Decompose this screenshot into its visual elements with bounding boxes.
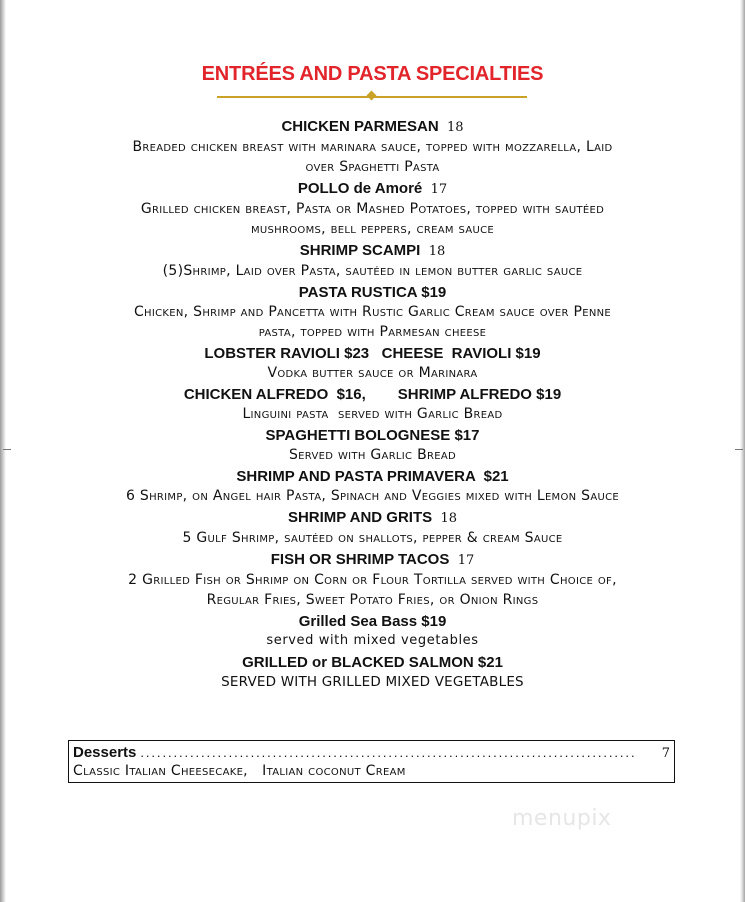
item-desc: Chicken, Shrimp and Pancetta with Rustic Garlic Cream sauce over Penne <box>133 304 612 320</box>
page-title: ENTRÉES AND PASTA SPECIALTIES <box>201 63 544 85</box>
item-desc: 6 Shrimp, on Angel hair Pasta, Spinach and Veggies mixed with Lemon Sauce <box>125 488 620 504</box>
menu-item-pasta-rustica <box>70 283 675 342</box>
item-desc: Linguini pasta served with Garlic Bread <box>242 406 503 422</box>
item-price: 18 <box>447 120 464 135</box>
desserts-label: Desserts <box>73 744 137 761</box>
item-price: 18 <box>428 244 446 259</box>
menu-list <box>70 117 675 694</box>
menu-item-pollo-de-amore <box>70 179 675 239</box>
item-desc: over Spaghetti Pasta <box>305 159 440 175</box>
item-name <box>70 550 675 570</box>
item-desc: mushrooms, bell peppers, cream sauce <box>250 221 495 237</box>
desserts-header <box>73 744 670 761</box>
item-title: CHICKEN PARMESAN <box>281 118 439 135</box>
menu-item-alfredo <box>70 385 675 424</box>
menu-item-chicken-parmesan <box>70 117 675 177</box>
item-title: SHRIMP AND GRITS <box>287 509 433 526</box>
item-desc: SERVED WITH GRILLED MIXED VEGETABLES <box>221 674 524 690</box>
item-name: PASTA RUSTICA $19 <box>298 284 447 301</box>
desserts-box <box>68 740 675 783</box>
edge-tick-left <box>3 449 11 450</box>
item-name <box>70 241 675 261</box>
item-desc: Served with Garlic Bread <box>288 447 457 463</box>
item-title: FISH OR SHRIMP TACOS <box>270 551 450 568</box>
menu-item-shrimp-and-grits <box>70 508 675 548</box>
item-desc: Grilled chicken breast, Pasta or Mashed Potatoes, topped with sautéed <box>140 201 605 217</box>
item-name <box>70 117 675 137</box>
page-edge-right <box>740 0 745 902</box>
menu-item-fish-shrimp-tacos <box>70 550 675 610</box>
item-desc: 2 Grilled Fish or Shrimp on Corn or Flour Tortilla served with Choice of, <box>128 572 617 588</box>
divider-diamond-icon <box>367 91 377 101</box>
menu-item-shrimp-scampi <box>70 241 675 281</box>
item-name: SPAGHETTI BOLOGNESE $17 <box>265 427 480 444</box>
item-desc: served with mixed vegetables <box>266 633 479 648</box>
watermark-logo: menupix <box>512 806 612 831</box>
menu-item-spaghetti-bolognese <box>70 426 675 465</box>
item-price: 17 <box>430 182 448 197</box>
edge-tick-right <box>735 449 743 450</box>
desserts-desc: Classic Italian Cheesecake, Italian coconut Cream <box>73 763 406 779</box>
item-name: Grilled Sea Bass $19 <box>298 613 447 630</box>
item-name: SHRIMP AND PASTA PRIMAVERA $21 <box>236 468 509 485</box>
page-edge-left <box>0 0 6 902</box>
item-desc: 5 Gulf Shrimp, sautéed on shallots, pepper & cream Sauce <box>182 530 563 546</box>
menu-item-ravioli <box>70 344 675 383</box>
dot-leader: .......................................................................................... <box>140 745 637 760</box>
item-title: SHRIMP SCAMPI <box>299 242 421 259</box>
item-price: 17 <box>457 553 475 568</box>
menu-item-grilled-salmon <box>70 653 675 692</box>
menu-item-shrimp-pasta-primavera <box>70 467 675 506</box>
item-desc: Breaded chicken breast with marinara sauce, topped with mozzarella, Laid <box>132 139 613 155</box>
item-desc: Vodka butter sauce or Marinara <box>267 365 478 381</box>
item-name <box>70 508 675 528</box>
item-name: GRILLED or BLACKED SALMON $21 <box>242 654 503 671</box>
item-desc: pasta, topped with Parmesan cheese <box>258 324 487 340</box>
item-price: 18 <box>440 511 458 526</box>
item-title: POLLO de Amoré <box>297 180 423 197</box>
item-name <box>70 179 675 199</box>
menu-item-grilled-sea-bass <box>70 612 675 651</box>
item-name: LOBSTER RAVIOLI $23 CHEESE RAVIOLI $19 <box>204 345 541 362</box>
item-name <box>70 385 675 404</box>
item-title: CHICKEN ALFREDO $16, <box>183 386 366 403</box>
item-desc: (5)Shrimp, Laid over Pasta, sautéed in lemon butter garlic sauce <box>162 263 583 279</box>
item-title-secondary: SHRIMP ALFREDO $19 <box>397 386 562 403</box>
desserts-price: 7 <box>661 746 670 761</box>
item-desc: Regular Fries, Sweet Potato Fries, or Onion Rings <box>206 592 539 608</box>
